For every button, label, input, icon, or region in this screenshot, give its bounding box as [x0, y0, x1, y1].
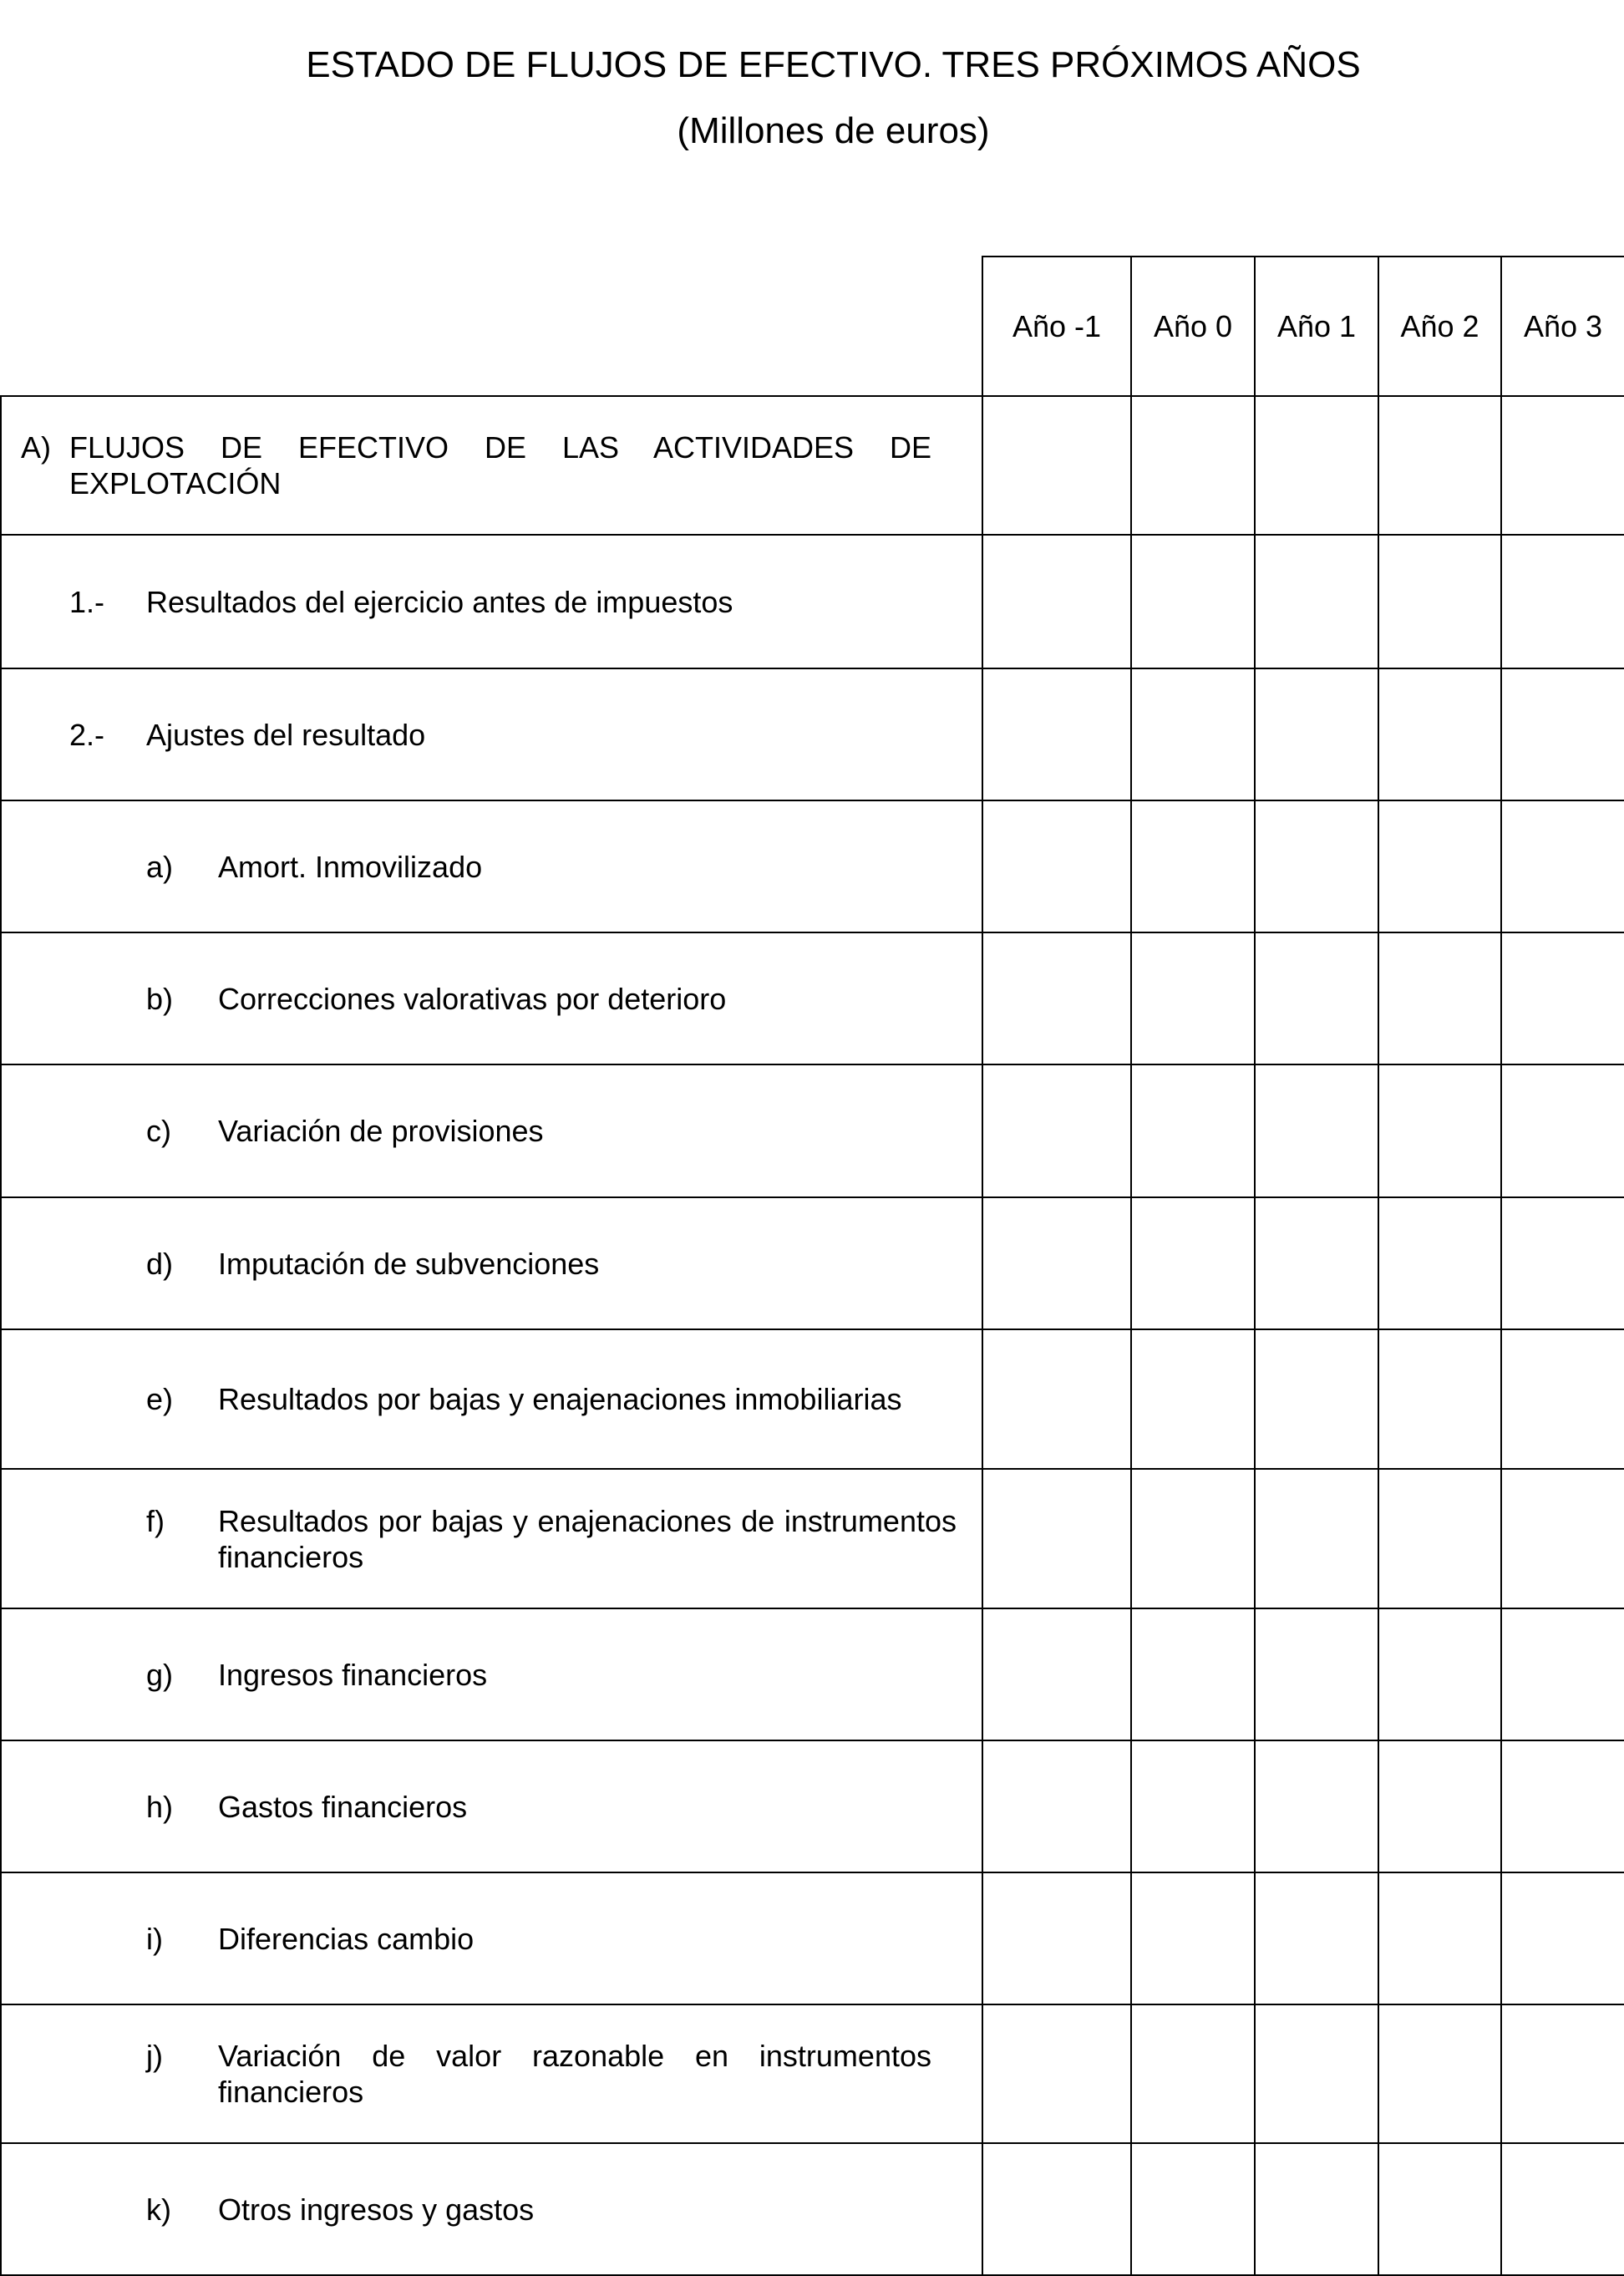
table-row	[1, 668, 1624, 800]
row-label: Variación de valor razonable en instrumentos financieros	[218, 2039, 931, 2109]
value-cell	[982, 1608, 1131, 1740]
value-cell	[1501, 800, 1624, 932]
value-cell	[1255, 932, 1378, 1064]
row-label-cell	[1, 1740, 982, 1872]
table-row	[1, 800, 1624, 932]
column-header-year-minus-1: Año -1	[982, 257, 1131, 396]
table-row	[1, 2004, 1624, 2143]
value-cell	[1131, 535, 1255, 668]
value-cell	[982, 1329, 1131, 1469]
row-marker: f)	[146, 1503, 165, 1538]
header-row	[1, 257, 1624, 396]
value-cell	[1255, 1740, 1378, 1872]
page-title: ESTADO DE FLUJOS DE EFECTIVO. TRES PRÓXIMOS AÑOS	[306, 44, 1361, 85]
value-cell	[1501, 668, 1624, 800]
value-cell	[1255, 2004, 1378, 2143]
row-label-cell	[1, 535, 982, 668]
row-label-cell	[1, 1469, 982, 1608]
value-cell	[1501, 535, 1624, 668]
value-cell	[982, 1064, 1131, 1197]
table-row	[1, 396, 1624, 535]
value-cell	[1255, 1197, 1378, 1329]
value-cell	[1131, 2143, 1255, 2275]
value-cell	[1378, 800, 1501, 932]
value-cell	[1255, 2143, 1378, 2275]
value-cell	[1131, 396, 1255, 535]
row-label: Ajustes del resultado	[146, 717, 426, 752]
row-marker: a)	[146, 849, 174, 884]
row-label-cell	[1, 1064, 982, 1197]
column-header-year-2: Año 2	[1378, 257, 1501, 396]
row-label: Amort. Inmovilizado	[218, 849, 483, 884]
value-cell	[1255, 396, 1378, 535]
value-cell	[1501, 2004, 1624, 2143]
row-label: Imputación de subvenciones	[218, 1246, 600, 1281]
row-marker: h)	[146, 1789, 174, 1824]
row-marker: 2.-	[69, 717, 105, 752]
row-label-cell	[1, 668, 982, 800]
value-cell	[1501, 1872, 1624, 2004]
value-cell	[1255, 1329, 1378, 1469]
value-cell	[1501, 1608, 1624, 1740]
value-cell	[1378, 1608, 1501, 1740]
row-label: Resultados por bajas y enajenaciones de instrumentos financieros	[218, 1503, 957, 1574]
value-cell	[1131, 932, 1255, 1064]
row-label: Ingresos financieros	[218, 1657, 488, 1692]
table-row	[1, 2143, 1624, 2275]
value-cell	[982, 535, 1131, 668]
value-cell	[1255, 1469, 1378, 1608]
row-label-cell	[1, 1872, 982, 2004]
value-cell	[1378, 932, 1501, 1064]
value-cell	[1255, 800, 1378, 932]
value-cell	[982, 2004, 1131, 2143]
value-cell	[1501, 1469, 1624, 1608]
value-cell	[1255, 668, 1378, 800]
row-marker: c)	[146, 1114, 171, 1148]
header-blank-cell	[1, 257, 982, 396]
value-cell	[1131, 1469, 1255, 1608]
value-cell	[982, 932, 1131, 1064]
table-row	[1, 1064, 1624, 1197]
row-label: FLUJOS DE EFECTIVO DE LAS ACTIVIDADES DE EXPLOTACIÓN	[69, 430, 931, 500]
value-cell	[1255, 1872, 1378, 2004]
value-cell	[1378, 535, 1501, 668]
value-cell	[1501, 2143, 1624, 2275]
value-cell	[1255, 535, 1378, 668]
cash-flow-table	[0, 256, 1624, 2276]
row-label: Diferencias cambio	[218, 1921, 475, 1956]
value-cell	[982, 1872, 1131, 2004]
value-cell	[1131, 1197, 1255, 1329]
value-cell	[1378, 1469, 1501, 1608]
value-cell	[1131, 1872, 1255, 2004]
value-cell	[1501, 1740, 1624, 1872]
page-subtitle: (Millones de euros)	[677, 110, 990, 151]
table-row	[1, 1197, 1624, 1329]
row-label-cell	[1, 1608, 982, 1740]
value-cell	[1378, 1197, 1501, 1329]
value-cell	[1378, 2004, 1501, 2143]
table-row	[1, 1872, 1624, 2004]
value-cell	[1131, 1740, 1255, 1872]
row-marker: j)	[146, 2039, 163, 2073]
column-header-year-1: Año 1	[1255, 257, 1378, 396]
table-row	[1, 535, 1624, 668]
table-row	[1, 1608, 1624, 1740]
value-cell	[1131, 1329, 1255, 1469]
value-cell	[1378, 1329, 1501, 1469]
value-cell	[1378, 2143, 1501, 2275]
row-label-cell	[1, 1329, 982, 1469]
row-label-cell	[1, 800, 982, 932]
value-cell	[1378, 396, 1501, 535]
row-label-cell	[1, 1197, 982, 1329]
value-cell	[1501, 1197, 1624, 1329]
value-cell	[1378, 1740, 1501, 1872]
row-marker: 1.-	[69, 584, 105, 619]
value-cell	[982, 1469, 1131, 1608]
value-cell	[1501, 932, 1624, 1064]
value-cell	[1378, 668, 1501, 800]
value-cell	[1131, 1608, 1255, 1740]
row-label-cell	[1, 932, 982, 1064]
value-cell	[1131, 800, 1255, 932]
row-marker: b)	[146, 981, 174, 1016]
row-marker: d)	[146, 1246, 174, 1281]
row-label-cell	[1, 2004, 982, 2143]
value-cell	[1501, 396, 1624, 535]
value-cell	[1131, 2004, 1255, 2143]
column-header-year-3: Año 3	[1501, 257, 1624, 396]
value-cell	[1501, 1064, 1624, 1197]
row-label: Resultados por bajas y enajenaciones inmobiliarias	[218, 1382, 902, 1416]
table-row	[1, 932, 1624, 1064]
row-label-cell	[1, 396, 982, 535]
row-marker: A)	[21, 430, 51, 465]
row-marker: i)	[146, 1921, 163, 1956]
table-row	[1, 1740, 1624, 1872]
row-marker: e)	[146, 1382, 174, 1416]
table-row	[1, 1469, 1624, 1608]
value-cell	[1378, 1064, 1501, 1197]
value-cell	[982, 1197, 1131, 1329]
row-label: Variación de provisiones	[218, 1114, 544, 1148]
column-header-year-0: Año 0	[1131, 257, 1255, 396]
row-marker: g)	[146, 1657, 174, 1692]
row-label: Otros ingresos y gastos	[218, 2192, 535, 2227]
value-cell	[982, 668, 1131, 800]
value-cell	[1378, 1872, 1501, 2004]
value-cell	[1255, 1064, 1378, 1197]
row-label: Correcciones valorativas por deterioro	[218, 981, 727, 1016]
value-cell	[982, 396, 1131, 535]
value-cell	[1131, 1064, 1255, 1197]
value-cell	[982, 1740, 1131, 1872]
row-marker: k)	[146, 2192, 171, 2227]
value-cell	[982, 800, 1131, 932]
value-cell	[982, 2143, 1131, 2275]
value-cell	[1255, 1608, 1378, 1740]
table-row	[1, 1329, 1624, 1469]
value-cell	[1131, 668, 1255, 800]
row-label: Gastos financieros	[218, 1789, 468, 1824]
row-label: Resultados del ejercicio antes de impuestos	[146, 584, 733, 619]
row-label-cell	[1, 2143, 982, 2275]
value-cell	[1501, 1329, 1624, 1469]
